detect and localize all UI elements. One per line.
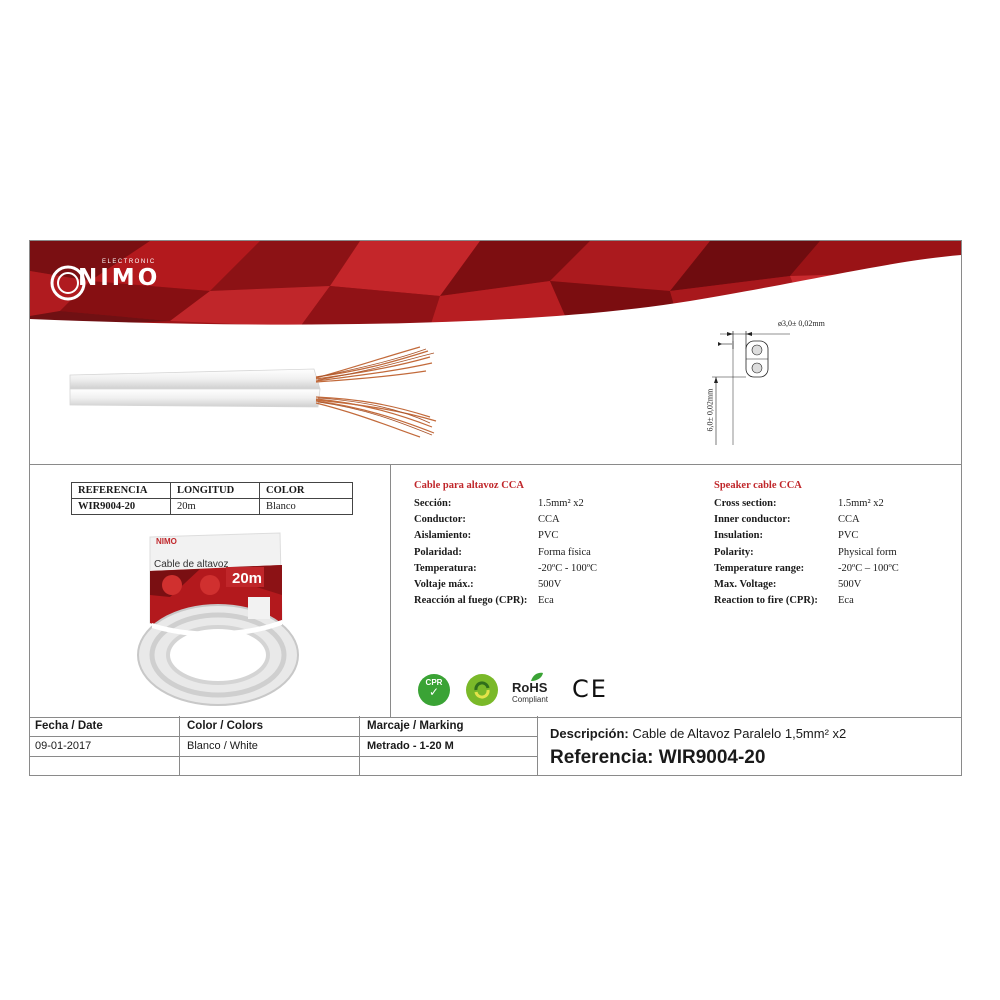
footer-color-header: Color / Colors (187, 720, 264, 732)
footer-date-value: 09-01-2017 (35, 740, 92, 752)
spec-value: 1.5mm² x2 (838, 498, 884, 509)
spec-row (414, 530, 674, 546)
spec-row (414, 514, 674, 530)
spec-row (714, 595, 954, 611)
logo-wordmark: NIMO (78, 265, 161, 291)
spec-label: Temperatura: (414, 562, 477, 574)
spec-value: CCA (838, 514, 860, 526)
logo-subtitle: ELECTRONIC (102, 259, 156, 265)
rohs-icon (512, 672, 558, 706)
package-logo: NIMO (156, 537, 177, 546)
spec-row (714, 579, 954, 595)
spec-value: Eca (838, 595, 854, 607)
footer-divider (359, 716, 360, 776)
ce-mark-icon: CE (572, 675, 608, 703)
header-longitud: LONGITUD (171, 483, 260, 499)
diameter-label: ø3,0± 0,02mm (778, 319, 825, 328)
divider-vertical (390, 464, 391, 717)
spec-es-title: Cable para altavoz CCA (414, 480, 524, 491)
footer-divider (179, 716, 180, 776)
spec-label: Cross section: (714, 498, 777, 509)
spec-spanish (414, 480, 674, 611)
spec-row (714, 498, 954, 514)
spec-value: CCA (538, 514, 560, 526)
spec-label: Polarity: (714, 546, 754, 558)
description (550, 726, 846, 741)
spec-row (714, 514, 954, 530)
reference-label: Referencia: (550, 747, 654, 768)
cell-referencia: WIR9004-20 (72, 499, 171, 515)
cell-longitud: 20m (171, 499, 260, 515)
spec-label: Inner conductor: (714, 514, 791, 526)
description-value: Cable de Altavoz Paralelo 1,5mm² x2 (632, 726, 847, 741)
package-length: 20m (232, 570, 263, 587)
spec-row (414, 595, 674, 611)
spec-value: PVC (538, 530, 559, 542)
divider-mid (30, 464, 961, 465)
rohs-sublabel: Compliant (512, 695, 549, 704)
spec-value: -20ºC – 100ºC (838, 562, 899, 574)
spec-label: Temperature range: (714, 562, 805, 574)
header-color: COLOR (260, 483, 353, 499)
spec-value: 500V (538, 578, 562, 590)
certifications (418, 672, 618, 706)
cell-color: Blanco (260, 499, 353, 515)
table-row (72, 499, 353, 515)
reference-big (550, 747, 765, 769)
nimo-logo (48, 259, 178, 309)
spec-label: Reacción al fuego (CPR): (414, 595, 528, 607)
spec-value: 1.5mm² x2 (538, 498, 584, 509)
header-banner (30, 241, 961, 327)
footer-divider (29, 756, 537, 757)
spec-value: -20ºC - 100ºC (538, 562, 598, 574)
rohs-label: RoHS (512, 680, 548, 695)
spec-label: Reaction to fire (CPR): (714, 595, 818, 607)
spec-label: Aislamiento: (414, 530, 472, 542)
spec-en-title: Speaker cable CCA (714, 480, 802, 491)
spec-label: Insulation: (714, 530, 764, 542)
spec-value: Forma física (538, 546, 591, 558)
cpr-label: CPR (425, 678, 443, 687)
spec-row (714, 547, 954, 563)
spec-english (714, 480, 954, 611)
package-graphic (130, 525, 305, 710)
spec-value: 500V (838, 578, 862, 590)
spec-label: Max. Voltage: (714, 578, 777, 590)
package-image (130, 525, 305, 710)
header-referencia: REFERENCIA (72, 483, 171, 499)
recycle-graphic (466, 674, 498, 706)
spec-value: PVC (838, 530, 859, 542)
spec-row (414, 498, 674, 514)
spec-row (414, 547, 674, 563)
spec-label: Voltaje máx.: (414, 578, 474, 590)
reference-value: WIR9004-20 (658, 747, 766, 768)
reference-table (71, 482, 353, 515)
footer-marking-value: Metrado - 1-20 M (367, 740, 454, 752)
cable-illustration (30, 327, 961, 464)
recycle-icon (466, 674, 498, 706)
spec-value: Eca (538, 595, 554, 607)
spec-label: Polaridad: (414, 546, 462, 558)
footer-marking-header: Marcaje / Marking (367, 720, 464, 732)
package-title: Cable de altavoz (154, 559, 229, 570)
footer-divider (29, 736, 537, 737)
description-label: Descripción: (550, 726, 629, 741)
cpr-icon: CPR ✓ (418, 674, 450, 706)
spec-row (414, 579, 674, 595)
footer-date-header: Fecha / Date (35, 720, 103, 732)
table-header-row (72, 483, 353, 499)
product-image-area (30, 319, 961, 464)
footer-divider (537, 716, 538, 776)
spec-value: Physical form (838, 546, 897, 558)
footer-table (29, 716, 962, 776)
spec-row (714, 530, 954, 546)
spec-label: Sección: (414, 498, 452, 509)
spec-row (414, 563, 674, 579)
spec-row (714, 563, 954, 579)
height-label: 6,0± 0,02mm (705, 388, 715, 432)
cross-section-diagram (712, 331, 790, 445)
footer-color-value: Blanco / White (187, 740, 258, 752)
spec-label: Conductor: (414, 514, 466, 526)
